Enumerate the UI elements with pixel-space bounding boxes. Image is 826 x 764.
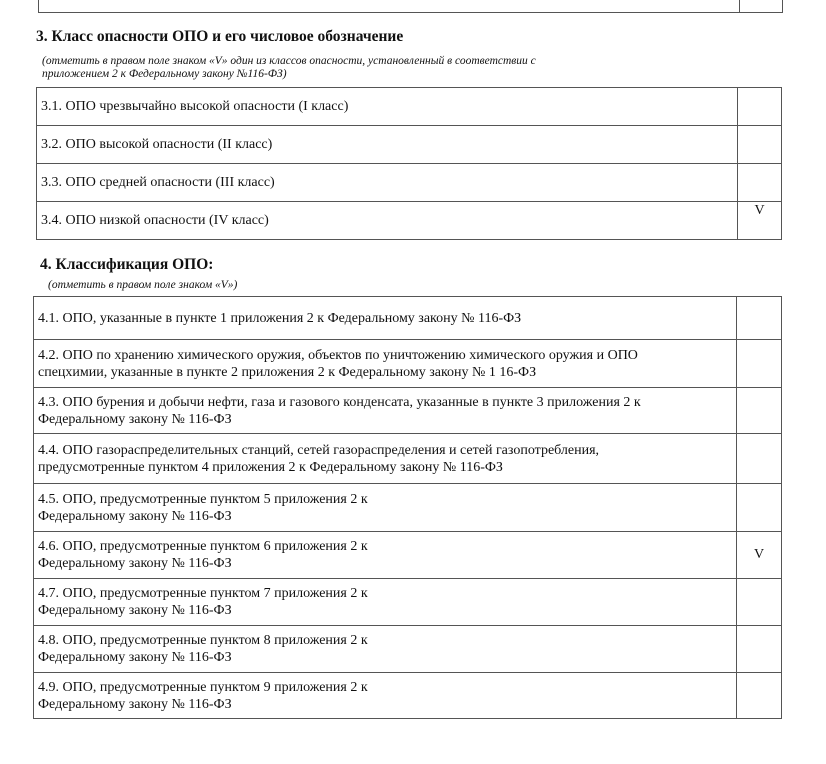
classification-label (34, 626, 737, 673)
previous-table-divider (739, 0, 740, 12)
classification-label-line1: 4.2. ОПО по хранению химического оружия, объектов по уничтожению химического оружия и ОПО (38, 347, 638, 363)
hazard-class-checkbox[interactable] (738, 88, 782, 126)
classification-label-line2: Федеральному закону № 116-ФЗ (38, 508, 232, 524)
classification-checkbox[interactable] (737, 626, 782, 673)
section3-note-line1: (отметить в правом поле знаком «V» один из классов опасности, установленный в соответствии с (42, 55, 536, 67)
classification-label-line1: 4.3. ОПО бурения и добычи нефти, газа и газового конденсата, указанные в пункте 3 приложения 2 к (38, 394, 641, 410)
classification-label-line1: 4.9. ОПО, предусмотренные пунктом 9 приложения 2 к (38, 679, 368, 695)
hazard-class-table (36, 87, 782, 240)
classification-checkbox[interactable] (737, 434, 782, 484)
hazard-class-label: 3.1. ОПО чрезвычайно высокой опасности (I класс) (37, 88, 738, 126)
classification-label (34, 340, 737, 388)
classification-label (34, 297, 737, 340)
table-row (37, 88, 782, 126)
table-row (34, 626, 782, 673)
classification-checkbox[interactable] (737, 297, 782, 340)
classification-label (34, 388, 737, 434)
classification-label (34, 484, 737, 532)
section3-title: 3. Класс опасности ОПО и его числовое обозначение (36, 28, 404, 45)
hazard-class-label: 3.3. ОПО средней опасности (III класс) (37, 164, 738, 202)
classification-label-line2: Федеральному закону № 116-ФЗ (38, 411, 232, 427)
classification-label-line1: 4.6. ОПО, предусмотренные пунктом 6 приложения 2 к (38, 539, 368, 554)
table-row (37, 164, 782, 202)
table-row (34, 532, 782, 579)
classification-label-line2: Федеральному закону № 116-ФЗ (38, 696, 232, 712)
section3-note (42, 55, 702, 81)
section4-note: (отметить в правом поле знаком «V») (48, 279, 238, 291)
table-row (34, 579, 782, 626)
classification-checkbox[interactable] (737, 579, 782, 626)
classification-label (34, 579, 737, 626)
table-row (34, 434, 782, 484)
table-row (34, 340, 782, 388)
classification-checkbox[interactable] (737, 673, 782, 719)
classification-checkbox[interactable]: V (737, 532, 782, 579)
table-row (34, 388, 782, 434)
classification-label-line1: 4.7. ОПО, предусмотренные пунктом 7 приложения 2 к (38, 586, 368, 601)
section3-note-line2: приложением 2 к Федеральному закону №116-ФЗ) (42, 68, 287, 80)
classification-label-line1: 4.8. ОПО, предусмотренные пунктом 8 приложения 2 к (38, 633, 368, 648)
classification-label-line1: 4.5. ОПО, предусмотренные пунктом 5 приложения 2 к (38, 491, 368, 507)
hazard-class-checkbox[interactable] (738, 126, 782, 164)
previous-table-bottom (38, 0, 783, 13)
classification-label (34, 532, 737, 579)
classification-checkbox[interactable] (737, 484, 782, 532)
classification-checkbox[interactable] (737, 388, 782, 434)
hazard-class-label: 3.4. ОПО низкой опасности (IV класс) (37, 202, 738, 240)
classification-label-line2: спецхимии, указанные в пункте 2 приложения 2 к Федеральному закону № 1 16-ФЗ (38, 364, 537, 380)
section4-title: 4. Классификация ОПО: (40, 256, 214, 273)
table-row (37, 202, 782, 240)
classification-label (34, 434, 737, 484)
table-row (34, 673, 782, 719)
classification-label-line2: Федеральному закону № 116-ФЗ (38, 650, 232, 665)
classification-label-line2: Федеральному закону № 116-ФЗ (38, 556, 232, 571)
classification-label-line2: предусмотренные пунктом 4 приложения 2 к Федеральному закону № 116-ФЗ (38, 459, 503, 475)
table-row (34, 484, 782, 532)
table-row (34, 297, 782, 340)
classification-table (33, 296, 782, 719)
table-row (37, 126, 782, 164)
classification-label-line1: 4.1. ОПО, указанные в пункте 1 приложения 2 к Федеральному закону № 116-ФЗ (38, 310, 522, 326)
hazard-class-checkbox[interactable]: V (738, 202, 782, 240)
classification-label (34, 673, 737, 719)
hazard-class-checkbox[interactable] (738, 164, 782, 202)
classification-label-line1: 4.4. ОПО газораспределительных станций, сетей газораспределения и сетей газопотребления, (38, 442, 600, 458)
classification-checkbox[interactable] (737, 340, 782, 388)
hazard-class-label: 3.2. ОПО высокой опасности (II класс) (37, 126, 738, 164)
classification-label-line2: Федеральному закону № 116-ФЗ (38, 603, 232, 618)
